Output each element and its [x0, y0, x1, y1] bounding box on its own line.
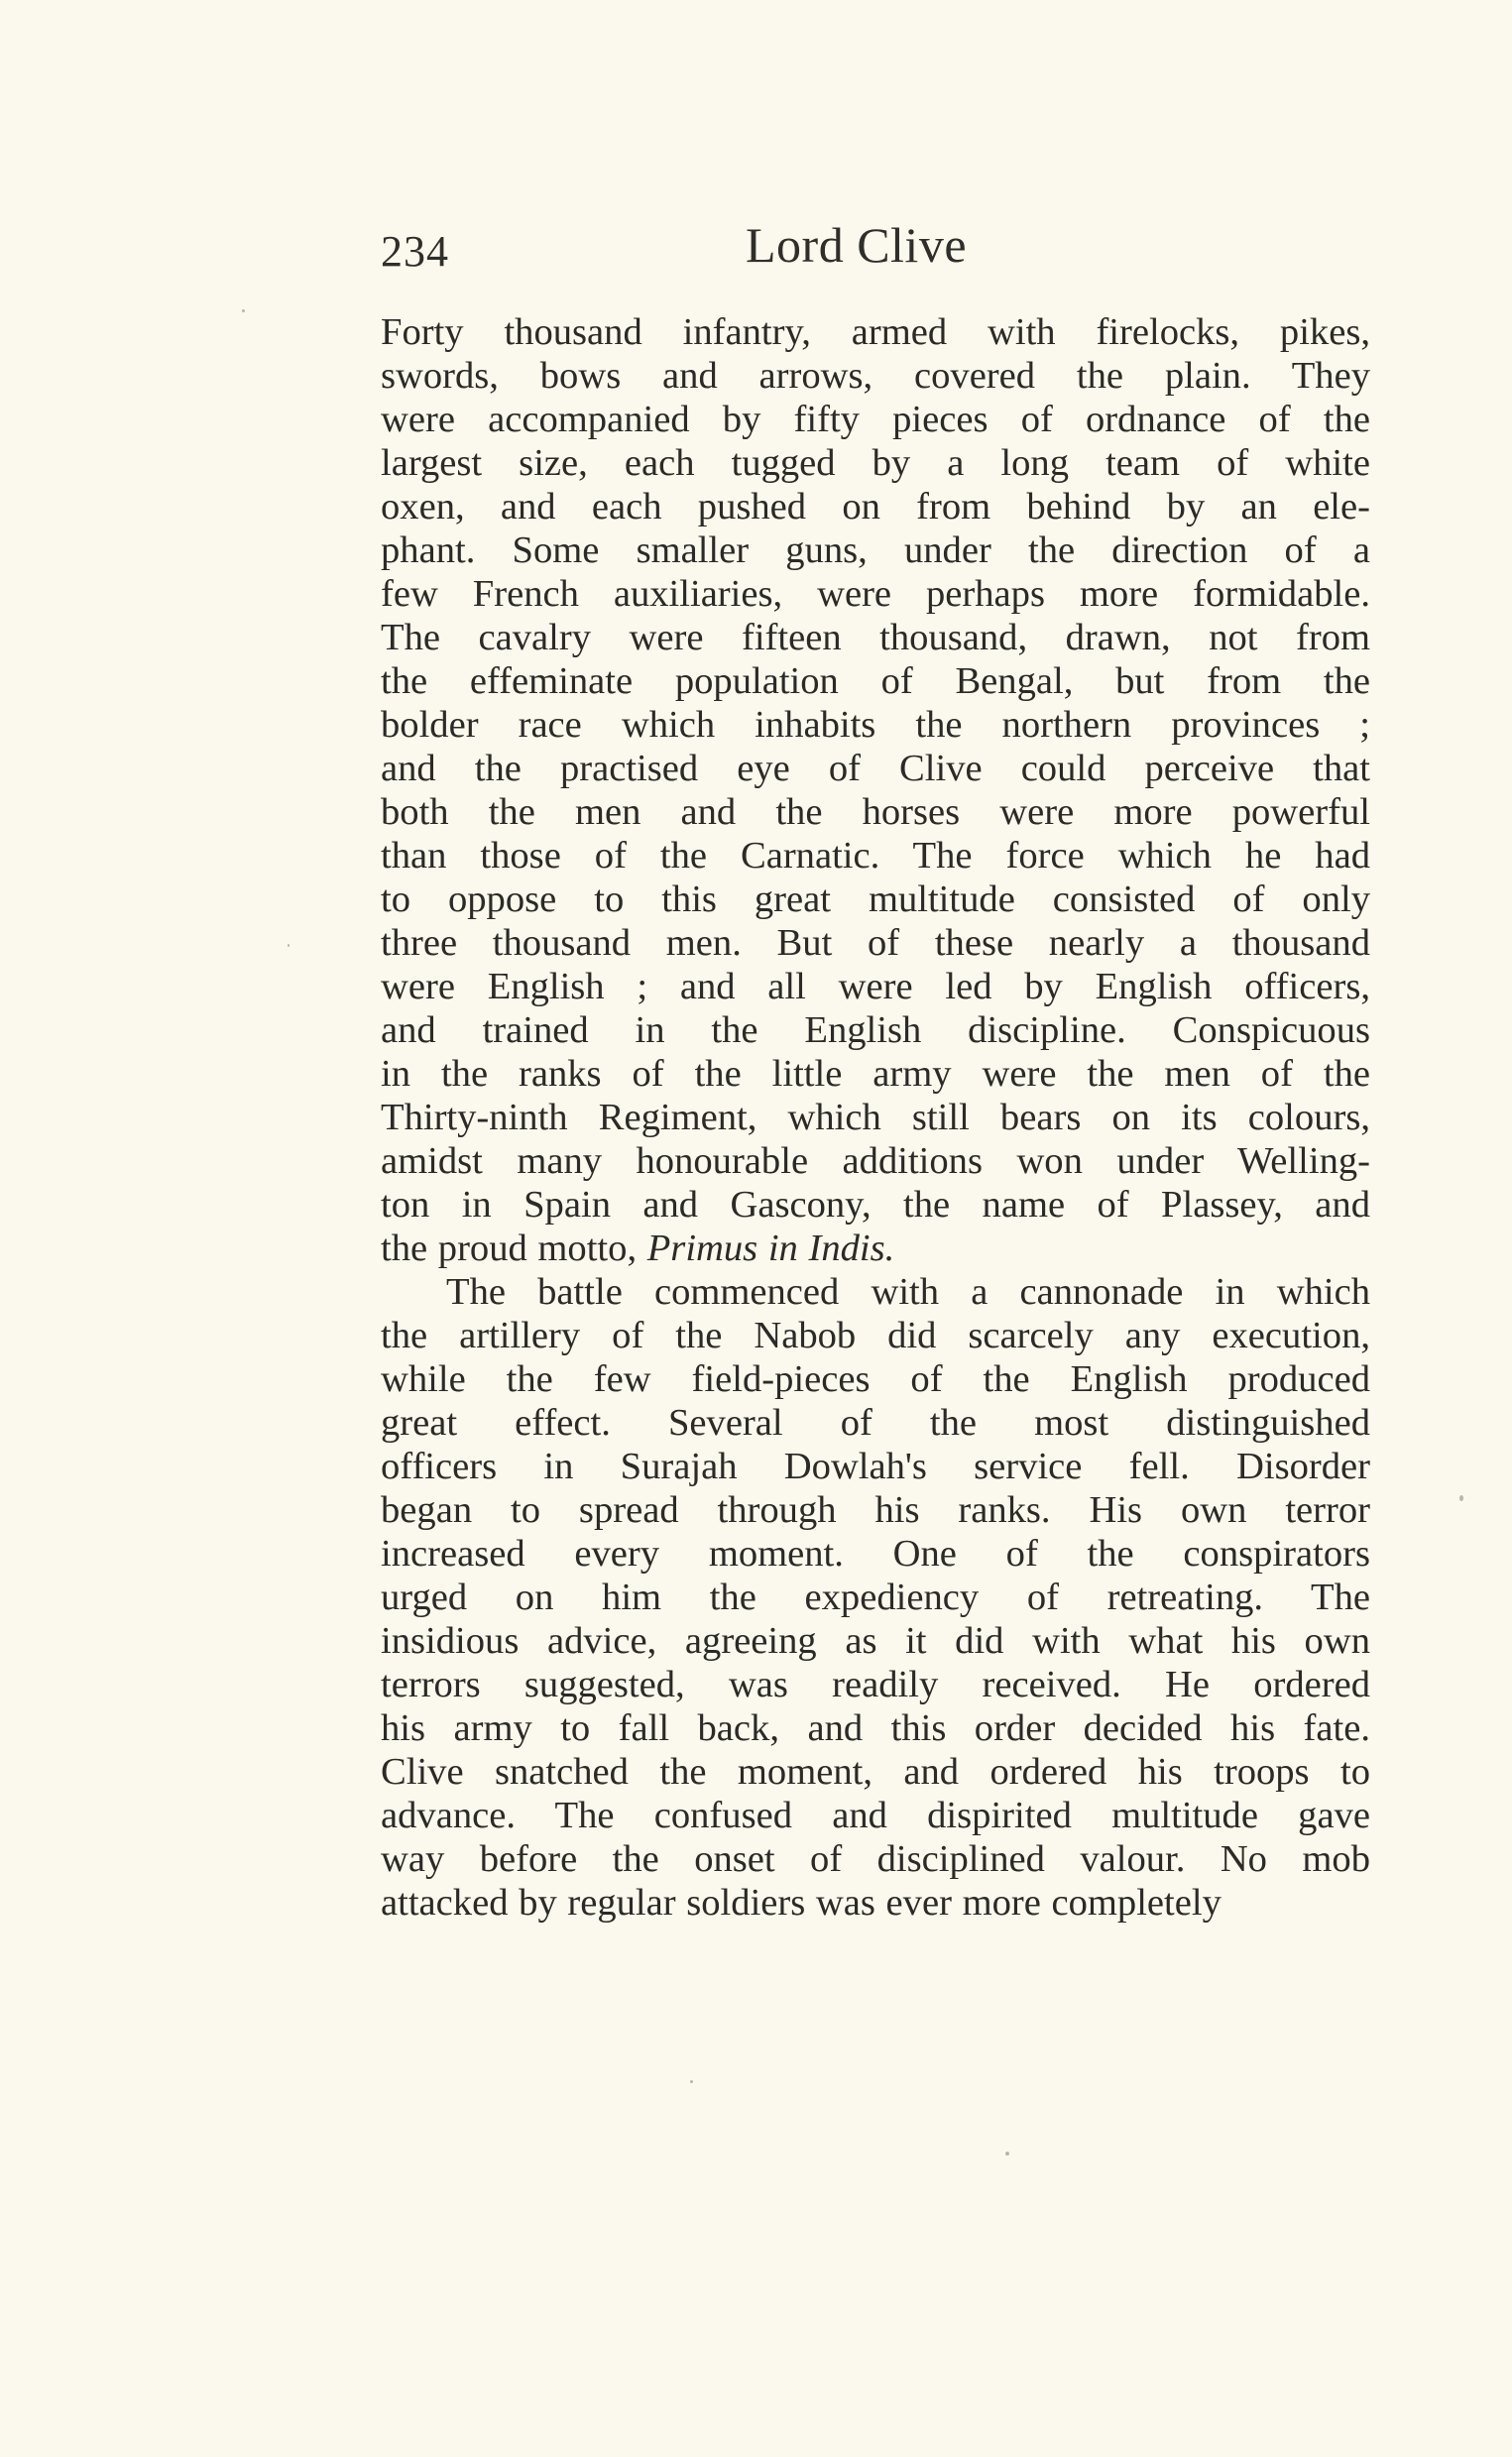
text-line: while the few field-pieces of the English produced	[381, 1358, 1370, 1400]
paper-speck	[690, 2080, 693, 2083]
text-line: three thousand men. But of these nearly a thousand	[381, 922, 1370, 964]
text-line: began to spread through his ranks. His own terror	[381, 1489, 1370, 1531]
text-line: bolder race which inhabits the northern provinces ;	[381, 704, 1370, 746]
text-line: officers in Surajah Dowlah's service fell. Disorder	[381, 1446, 1370, 1487]
paragraph-2	[381, 1270, 1370, 1925]
text-line: terrors suggested, was readily received. He ordered	[381, 1664, 1370, 1705]
text-line: The battle commenced with a cannonade in which	[446, 1271, 1370, 1313]
text-line: Clive snatched the moment, and ordered his troops to	[381, 1751, 1370, 1793]
running-title: Lord Clive	[746, 217, 968, 273]
text-line: swords, bows and arrows, covered the plain. They	[381, 355, 1370, 397]
text-line: amidst many honourable additions won under Welling-	[381, 1140, 1370, 1182]
text-line: were English ; and all were led by English officers,	[381, 966, 1370, 1007]
paper-speck	[288, 944, 290, 947]
text-line: the effeminate population of Bengal, but from the	[381, 660, 1370, 702]
text-line: his army to fall back, and this order decided his fate.	[381, 1707, 1370, 1749]
paper-speck	[1459, 1495, 1463, 1501]
text-line: largest size, each tugged by a long team of white	[381, 442, 1370, 484]
text-line: attacked by regular soldiers was ever more completely	[381, 1882, 1221, 1924]
text-line: The cavalry were fifteen thousand, drawn, not from	[381, 617, 1370, 658]
text-line: in the ranks of the little army were the men of the	[381, 1053, 1370, 1095]
text-line: few French auxiliaries, were perhaps more formidable.	[381, 573, 1370, 615]
text-line: phant. Some smaller guns, under the direction of a	[381, 529, 1370, 571]
text-line: were accompanied by fifty pieces of ordnance of the	[381, 399, 1370, 440]
text-line: great effect. Several of the most distinguished	[381, 1402, 1370, 1444]
latin-motto: Primus in Indis.	[646, 1228, 895, 1269]
paper-speck	[242, 309, 245, 312]
text-line: than those of the Carnatic. The force which he had	[381, 835, 1370, 877]
paper-speck	[1005, 2152, 1009, 2156]
text-line: and trained in the English discipline. Conspicuous	[381, 1009, 1370, 1051]
text-line: oxen, and each pushed on from behind by an ele-	[381, 486, 1370, 527]
text-line: insidious advice, agreeing as it did with what his own	[381, 1620, 1370, 1662]
text-line: increased every moment. One of the conspirators	[381, 1533, 1370, 1575]
text-line: Forty thousand infantry, armed with firelocks, pikes,	[381, 311, 1370, 353]
text-line: urged on him the expediency of retreating. The	[381, 1577, 1370, 1618]
text-line: way before the onset of disciplined valour. No mob	[381, 1838, 1370, 1880]
paragraph-1	[381, 310, 1370, 1270]
text-line	[381, 1227, 1370, 1270]
text-line: the artillery of the Nabob did scarcely any execution,	[381, 1315, 1370, 1356]
text-line: to oppose to this great multitude consisted of only	[381, 878, 1370, 920]
text-fragment: the proud motto,	[381, 1228, 647, 1269]
text-line: advance. The confused and dispirited multitude gave	[381, 1795, 1370, 1836]
body-text	[381, 310, 1370, 1925]
text-line: and the practised eye of Clive could perceive that	[381, 748, 1370, 789]
text-line: ton in Spain and Gascony, the name of Plassey, and	[381, 1184, 1370, 1226]
page-number: 234	[381, 227, 449, 276]
text-line: Thirty-ninth Regiment, which still bears on its colours,	[381, 1097, 1370, 1138]
text-line: both the men and the horses were more powerful	[381, 791, 1370, 833]
